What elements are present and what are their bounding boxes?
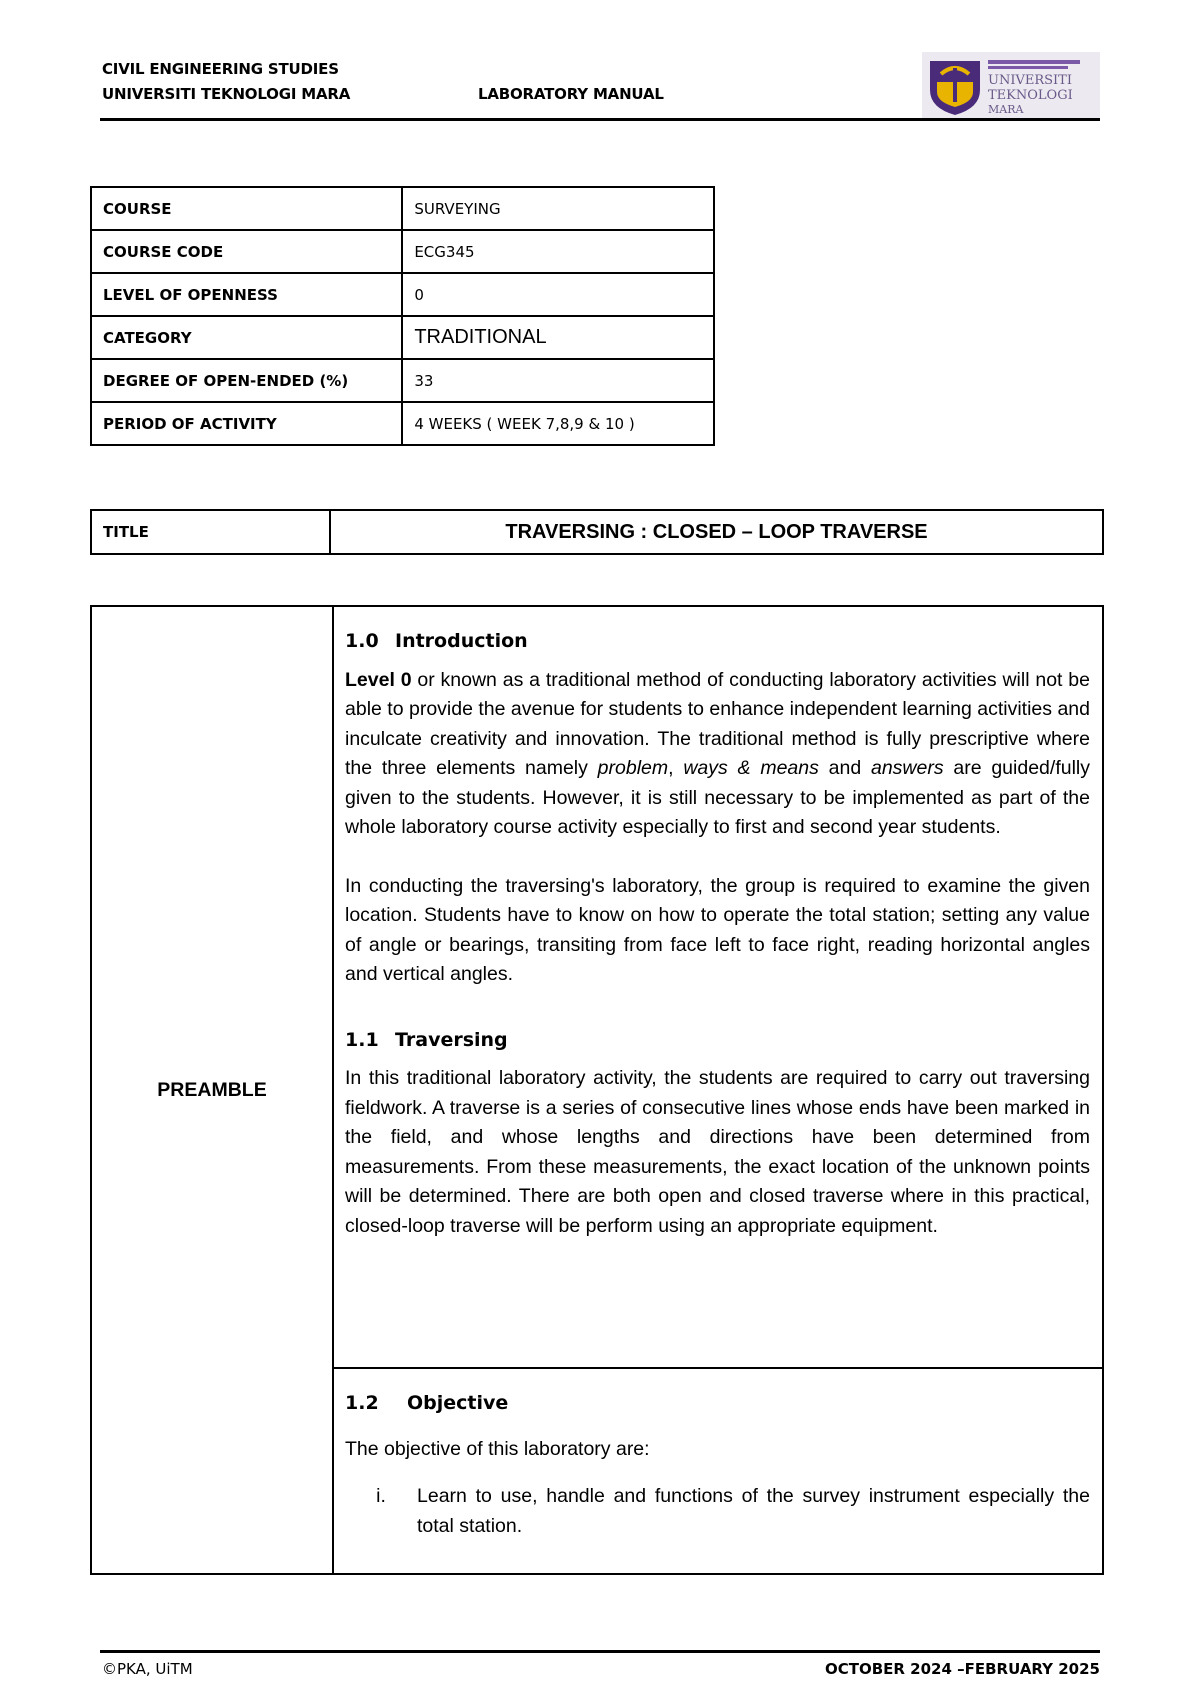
list-text: Learn to use, handle and functions of the survey instrument especially the total station. [417,1485,1090,1537]
table-row [91,606,1103,1368]
footer-rule [100,1650,1100,1653]
period-value: 4 WEEKS ( WEEK 7,8,9 & 10 ) [402,402,714,445]
degree-value: 33 [402,359,714,402]
header-rule [100,118,1100,121]
section-heading [345,1026,1090,1056]
section-title: Traversing [395,1028,508,1051]
table-row [91,187,714,230]
footer-semester: OCTOBER 2024 –FEBRUARY 2025 [824,1660,1100,1678]
intro-paragraph-1 [345,666,1090,843]
table-row [91,359,714,402]
course-value: SURVEYING [402,187,714,230]
list-item [345,1482,1090,1541]
text-run: or known as a traditional method of conducting laboratory activities will not be able to provide the avenue for students to enhance independent learning activities and inculcate creativity and innovation. The traditional method is fully prescriptive where the three elements namely [345,668,1090,779]
category-value: TRADITIONAL [402,316,714,359]
course-label: COURSE [91,187,402,230]
period-label: PERIOD OF ACTIVITY [91,402,402,445]
preamble-table [90,605,1104,1575]
objective-intro: The objective of this laboratory are: [345,1437,650,1460]
degree-label: DEGREE OF OPEN-ENDED (%) [91,359,402,402]
section-number: 1.2 [345,1392,379,1414]
preamble-label: PREAMBLE [91,606,333,1574]
list-number: i. [376,1485,386,1507]
uitm-logo [922,52,1100,118]
title-table [90,509,1104,555]
course-code-value: ECG345 [402,230,714,273]
title-value: TRAVERSING : CLOSED – LOOP TRAVERSE [330,510,1103,554]
header-dept: CIVIL ENGINEERING STUDIES [102,60,339,78]
bold-lead: Level 0 [345,668,412,691]
level-value: 0 [402,273,714,316]
italic-run: ways & means [683,757,819,779]
table-row [91,402,714,445]
header-manual-title: LABORATORY MANUAL [478,85,664,103]
italic-run: problem [597,757,669,779]
italic-run: answers [870,757,944,779]
intro-paragraph-2: In conducting the traversing's laboratory, the group is required to examine the given location. Students have to know on how to operate the total station; setting any value of angle or bearings, transiting from face left to face right, reading horizontal angles and vertical angles. [345,874,1090,985]
title-label: TITLE [91,510,330,554]
section-title: Introduction [395,630,528,652]
level-label: LEVEL OF OPENNESS [91,273,402,316]
objective-cell [333,1368,1103,1574]
section-heading [345,627,1090,657]
category-label: CATEGORY [91,316,402,359]
text-run: , [668,757,684,779]
table-row [91,273,714,316]
footer-copyright: ©PKA, UiTM [102,1660,193,1678]
text-run: and [818,757,871,779]
table-row [91,316,714,359]
course-info-table [90,186,715,446]
text-run: are guided/fully given to the students. However, it is still necessary to be implemented as part of the whole laboratory course activity especially to first and second year students. [345,757,1090,838]
logo-word-1: UNIVERSITI [988,73,1072,88]
table-row [91,510,1103,554]
table-row [91,230,714,273]
course-code-label: COURSE CODE [91,230,402,273]
section-title: Objective [407,1392,509,1414]
traversing-paragraph: In this traditional laboratory activity, the students are required to carry out traversing fieldwork. A traverse is a series of consecutive lines whose ends have been marked in the field, and whose lengths and directions have been determined from measurements. From these measurements, the exact location of the unknown points will be determined. There are both open and closed traverse where in this practical, closed-loop traverse will be perform using an appropriate equipment. [345,1067,1090,1237]
preamble-body [333,606,1103,1368]
logo-word-3: MARA [988,103,1024,116]
header-university: UNIVERSITI TEKNOLOGI MARA [102,85,351,103]
section-number: 1.0 [345,630,379,652]
logo-word-2: TEKNOLOGI [988,88,1073,103]
section-number: 1.1 [345,1028,379,1051]
section-heading [345,1389,1090,1419]
